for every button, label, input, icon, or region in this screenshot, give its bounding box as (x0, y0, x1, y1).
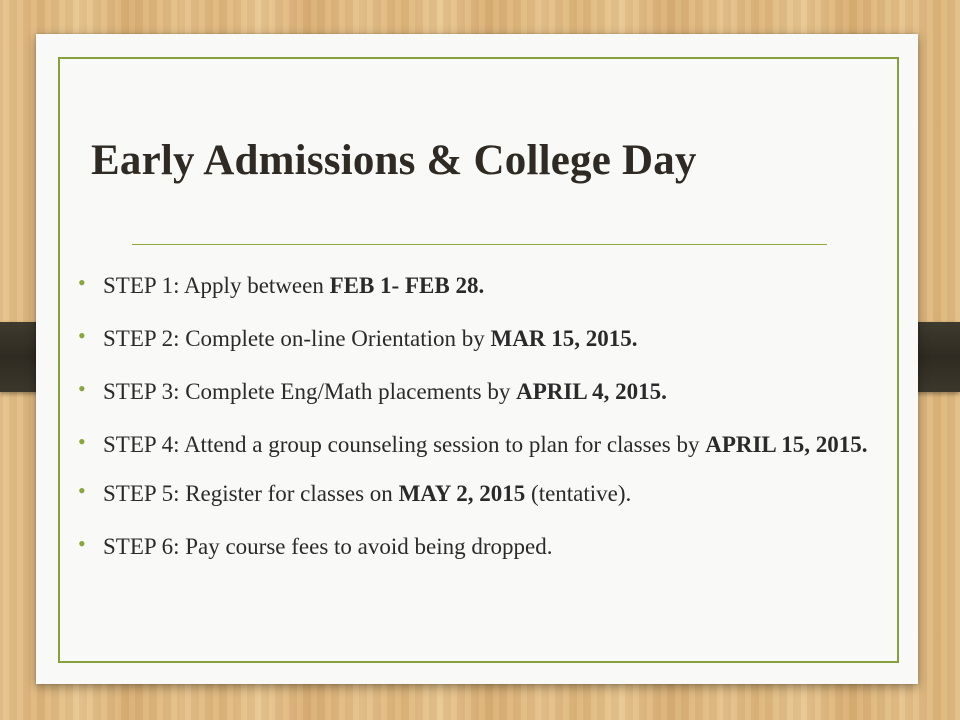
bullet-dot-icon: • (78, 270, 86, 295)
bullet-text: STEP 4: Attend a group counseling session to plan for classes by (103, 432, 706, 457)
bullet-step-2 (78, 323, 878, 355)
bullet-date: APRIL 4, 2015. (516, 379, 667, 404)
bullet-after: (tentative). (525, 481, 632, 506)
bullet-step-3 (78, 376, 878, 408)
bullet-text: STEP 2: Complete on-line Orientation by (103, 326, 491, 351)
bullet-date: APRIL 15, 2015. (705, 432, 868, 457)
bullet-date: MAY 2, 2015 (398, 481, 526, 506)
bullet-date: MAR 15, 2015. (490, 326, 638, 351)
bullet-step-5 (78, 478, 878, 510)
slide-title: Early Admissions & College Day (91, 137, 697, 184)
bullet-dot-icon: • (78, 429, 86, 454)
bullet-dot-icon: • (78, 376, 86, 401)
bullet-text: STEP 6: Pay course fees to avoid being dropped. (103, 534, 553, 559)
bullet-dot-icon: • (78, 531, 86, 556)
title-divider (132, 244, 827, 245)
bullet-text: STEP 3: Complete Eng/Math placements by (103, 379, 517, 404)
bullet-dot-icon: • (78, 323, 86, 348)
bullet-step-4 (78, 429, 878, 461)
bullet-step-1 (78, 270, 878, 302)
bullet-text: STEP 1: Apply between (103, 273, 330, 298)
bullet-step-6 (78, 531, 878, 563)
bullet-list (78, 270, 878, 584)
bullet-dot-icon: • (78, 478, 86, 503)
bullet-text: STEP 5: Register for classes on (103, 481, 399, 506)
bullet-date: FEB 1- FEB 28. (329, 273, 485, 298)
